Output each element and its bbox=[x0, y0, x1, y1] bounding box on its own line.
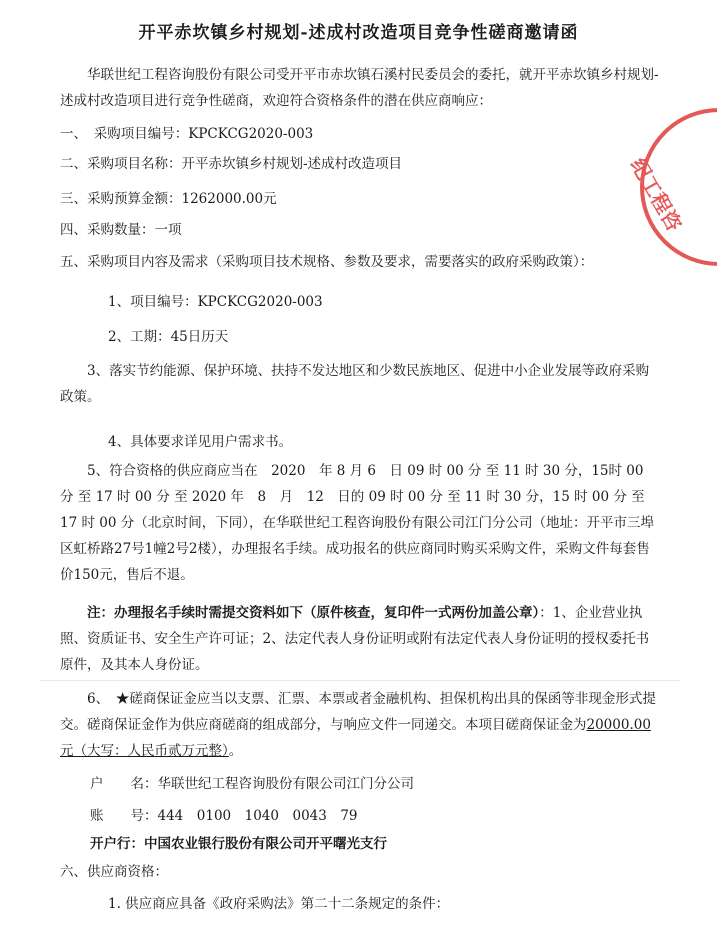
sub-policy: 3、落实节约能源、保护环境、扶持不发达地区和少数民族地区、促进中小企业发展等政府采购政策。 bbox=[60, 363, 650, 405]
item-project-name: 二、采购项目名称：开平赤坎镇乡村规划-述成村改造项目 bbox=[60, 156, 403, 172]
deposit-end: 。 bbox=[228, 743, 243, 759]
note-heading: 注：办理报名手续时需提交资料如下（原件核查，复印件一式两份加盖公章） bbox=[87, 605, 540, 621]
sub-deposit bbox=[60, 686, 660, 764]
sub-note bbox=[60, 600, 660, 678]
account-number: 账 号：444 0100 1040 0043 79 bbox=[90, 808, 358, 824]
sub-registration: 5、符合资格的供应商应当在 2020 年 8 月 6 日 09 时 00 分 至 11 时 30 分，15时 00 分 至 17 时 00 分 至 2020 年 8 月 12 日的 09 时 00 分 至 11 时 30 分，15 时 00 分 至 17 时 00 分（北京时间，下同），在华联世纪工程咨询股份有限公司江门分公司（地址：开平市三埠区虹桥路27号1幢2号2楼），办理报名手续。成功报名的供应商同时购买采购文件，采购文件每套售价150元，售后不退。 bbox=[60, 463, 654, 583]
item-budget: 三、采购预算金额：1262000.00元 bbox=[60, 191, 277, 207]
company-seal-stamp bbox=[625, 108, 717, 266]
item-requirements: 五、采购项目内容及需求（采购项目技术规格、参数及要求，需要落实的政府采购政策）： bbox=[60, 254, 594, 270]
account-name: 户 名：华联世纪工程咨询股份有限公司江门分公司 bbox=[90, 776, 414, 792]
item-project-number: 一、 采购项目编号：KPCKCG2020-003 bbox=[60, 126, 314, 142]
intro-paragraph: 华联世纪工程咨询股份有限公司受开平市赤坎镇石溪村民委员会的委托，就开平赤坎镇乡村规划-述成村改造项目进行竞争性磋商，欢迎符合资格条件的潜在供应商响应： bbox=[60, 67, 659, 109]
note-body: ：1、企业营业执照、资质证书、安全生产许可证；2、法定代表人身份证明或附有法定代表人身份证明的授权委托书原件，及其本人身份证。 bbox=[60, 605, 650, 673]
seal-text: 纪工程咨 bbox=[625, 154, 687, 236]
item-quantity: 四、采购数量：一项 bbox=[60, 222, 182, 238]
account-bank: 开户行：中国农业银行股份有限公司开平曙光支行 bbox=[90, 836, 387, 852]
sub-duration: 2、工期：45日历天 bbox=[108, 329, 229, 345]
deposit-text: 6、 ★磋商保证金应当以支票、汇票、本票或者金融机构、担保机构出具的保函等非现金形式提交。磋商保证金作为供应商磋商的组成部分，与响应文件一同递交。本项目磋商保证金为 bbox=[60, 691, 656, 733]
qualification-item-1: 1. 供应商应具备《政府采购法》第二十二条规定的条件： bbox=[108, 896, 450, 912]
scan-divider bbox=[40, 680, 680, 681]
section-supplier-qualification: 六、供应商资格： bbox=[60, 864, 168, 880]
page-title: 开平赤坎镇乡村规划-述成村改造项目竞争性磋商邀请函 bbox=[138, 23, 579, 43]
sub-requirements-detail: 4、具体要求详见用户需求书。 bbox=[108, 434, 293, 450]
deposit-amount: 20000.00元（大写：人民币贰万元整） bbox=[60, 717, 651, 759]
sub-project-number: 1、项目编号：KPCKCG2020-003 bbox=[108, 294, 323, 310]
